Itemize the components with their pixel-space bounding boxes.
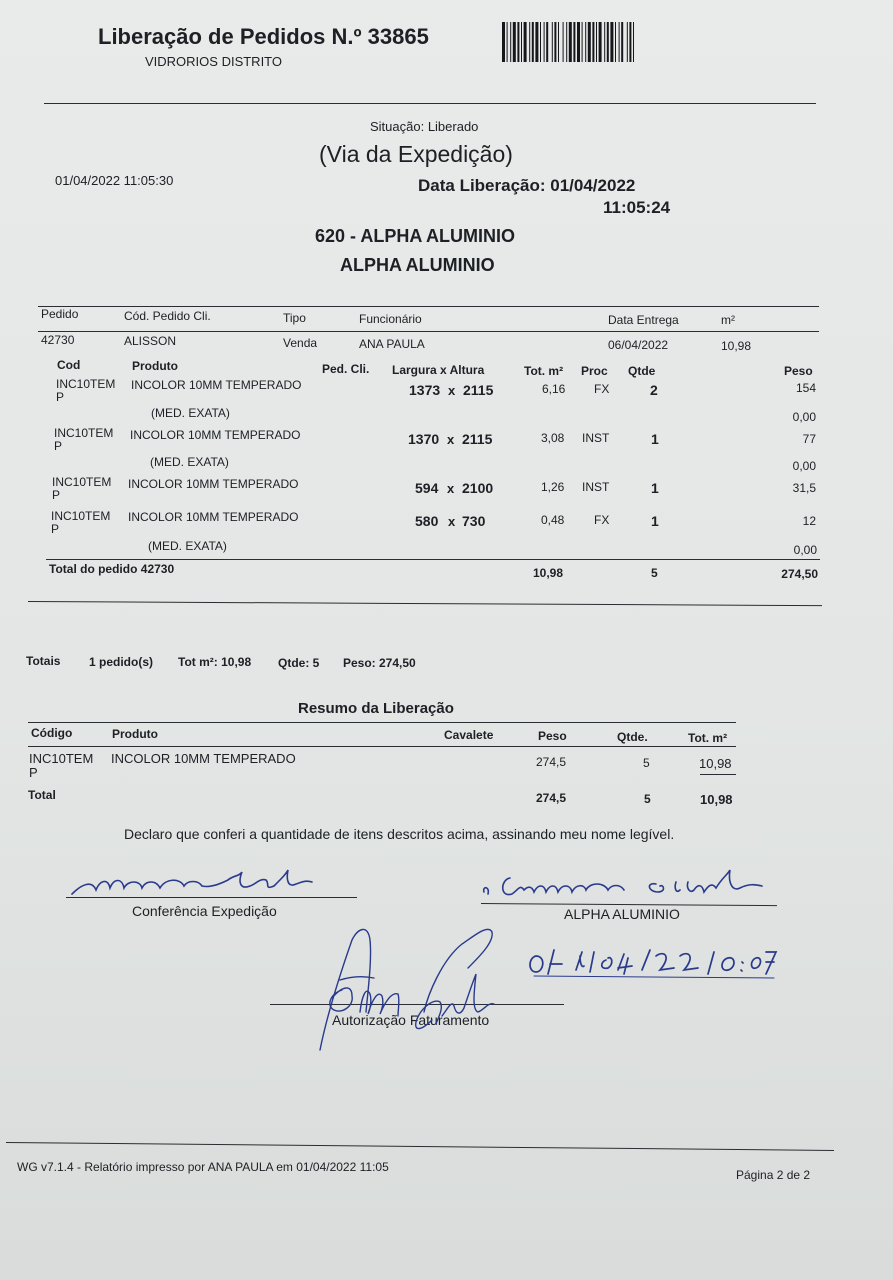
header-divider [44,103,816,104]
item-3-qtde: 1 [651,480,659,496]
item-2-produto: INCOLOR 10MM TEMPERADO [130,428,301,442]
item-4-proc: FX [594,513,610,527]
value-data-entrega: 06/04/2022 [608,338,669,352]
resumo-header-codigo: Código [31,726,73,740]
totais-tot-m2: Tot m²: 10,98 [178,655,252,669]
item-3-largura: 594 [415,480,439,496]
item-3-peso: 31,5 [792,481,816,495]
item-1-tot: 6,16 [542,382,566,396]
situacao-text: Situação: Liberado [370,119,479,134]
label-m2: m² [721,313,735,327]
resumo-total-label: Total [28,788,56,802]
order-total-label: Total do pedido 42730 [49,562,175,576]
resumo-header-tot: Tot. m² [688,731,728,745]
item-2-note: (MED. EXATA) [150,455,229,469]
resumo-title: Resumo da Liberação [298,700,454,717]
item-2-proc: INST [582,431,610,445]
resumo-row-codigo: INC10TEM [29,751,94,766]
item-4-note-peso: 0,00 [793,543,817,557]
item-4-tot: 0,48 [541,513,565,527]
signature-label-cliente: ALPHA ALUMINIO [564,906,680,922]
item-3-altura: 2100 [462,480,494,496]
hora-liberacao: 11:05:24 [603,198,671,217]
label-funcionario: Funcionário [359,312,422,326]
item-4-altura: 730 [462,513,486,529]
item-1-qtde: 2 [650,382,658,398]
order-header-divider [38,331,819,332]
totais-label: Totais [26,654,61,668]
client-name: ALPHA ALUMINIO [340,255,495,275]
resumo-top-divider [28,722,736,723]
resumo-row-codigo-suffix: P [29,765,38,780]
item-3-cod: INC10TEM [52,475,112,489]
resumo-header-produto: Produto [112,727,158,741]
item-3-cod-suffix: P [52,488,61,502]
order-top-divider [38,306,819,307]
item-2-cod-suffix: P [54,439,63,453]
resumo-row-produto: INCOLOR 10MM TEMPERADO [111,751,296,766]
footer-page-number: Página 2 de 2 [736,1168,811,1182]
value-pedido: 42730 [41,333,75,347]
item-4-note: (MED. EXATA) [148,539,227,553]
via-title: (Via da Expedição) [319,141,513,167]
handwritten-signature-cliente [480,868,770,904]
resumo-row-peso: 274,5 [536,755,567,769]
value-funcionario: ANA PAULA [359,337,425,351]
handwritten-signature-autorizacao [312,920,502,1054]
item-2-altura: 2115 [462,431,493,447]
item-3-x: x [447,481,455,496]
item-1-cod: INC10TEM [56,377,116,391]
order-total-peso: 274,50 [781,567,818,581]
resumo-total-tot: 10,98 [700,792,733,807]
resumo-row-tot: 10,98 [699,756,732,771]
label-pedido: Pedido [41,307,79,321]
totais-pedidos: 1 pedido(s) [89,655,154,669]
item-1-cod-suffix: P [56,390,65,404]
item-2-largura: 1370 [408,431,440,447]
item-1-peso: 154 [795,381,816,395]
items-header-proc: Proc [581,364,608,378]
item-2-tot: 3,08 [541,431,565,445]
totais-qtde: Qtde: 5 [278,656,320,670]
item-4-qtde: 1 [651,513,659,529]
value-cod-pedido-cli: ALISSON [124,334,177,348]
item-1-largura: 1373 [409,382,441,398]
data-liberacao: Data Liberação: 01/04/2022 [418,176,636,195]
item-4-cod: INC10TEM [51,509,111,523]
items-header-peso: Peso [784,364,813,378]
resumo-header-divider [28,746,736,747]
value-m2: 10,98 [721,339,752,353]
company-name: VIDRORIOS DISTRITO [145,54,282,69]
item-1-proc: FX [594,382,610,396]
client-code-name: 620 - ALPHA ALUMINIO [315,226,516,246]
items-header-cod: Cod [57,358,81,372]
item-2-cod: INC10TEM [54,426,114,440]
footer-print-info: WG v7.1.4 - Relatório impresso por ANA PAULA em 01/04/2022 11:05 [17,1160,389,1174]
resumo-total-peso: 274,5 [536,791,567,805]
item-2-note-peso: 0,00 [792,459,816,473]
section-divider [28,601,822,606]
document-title: Liberação de Pedidos N.º 33865 [98,24,429,49]
handwritten-date [524,942,774,986]
item-1-altura: 2115 [463,382,494,398]
label-data-entrega: Data Entrega [608,313,679,327]
resumo-header-qtde: Qtde. [617,730,648,744]
item-2-x: x [447,432,455,447]
item-4-largura: 580 [415,513,439,529]
resumo-tot-underline [700,774,736,775]
value-tipo: Venda [283,336,318,350]
item-4-cod-suffix: P [51,522,60,536]
item-3-tot: 1,26 [541,480,565,494]
resumo-row-qtde: 5 [643,756,650,770]
resumo-header-cavalete: Cavalete [444,728,494,742]
label-cod-pedido-cli: Cód. Pedido Cli. [124,309,211,323]
resumo-total-qtde: 5 [644,792,651,806]
item-4-x: x [448,514,456,529]
barcode [502,22,637,62]
items-header-produto: Produto [132,359,178,373]
print-datetime: 01/04/2022 11:05:30 [55,173,174,188]
item-1-produto: INCOLOR 10MM TEMPERADO [131,378,302,392]
label-tipo: Tipo [283,311,306,325]
resumo-header-peso: Peso [538,729,567,743]
item-3-proc: INST [582,480,610,494]
totais-peso: Peso: 274,50 [343,656,416,670]
items-header-dims: Largura x Altura [392,363,485,377]
declaration-text: Declaro que conferi a quantidade de itens descritos acima, assinando meu nome legível. [124,826,675,842]
item-1-note-peso: 0,00 [792,410,816,424]
handwritten-signature-conferencia [70,866,320,902]
footer-divider [6,1142,834,1151]
item-2-qtde: 1 [651,431,659,447]
item-3-produto: INCOLOR 10MM TEMPERADO [128,477,299,491]
order-total-tot: 10,98 [533,566,564,580]
items-header-qtde: Qtde [628,364,656,378]
signature-label-conferencia: Conferência Expedição [132,903,277,919]
order-total-qtde: 5 [651,566,658,580]
item-4-produto: INCOLOR 10MM TEMPERADO [128,510,299,524]
item-1-note: (MED. EXATA) [151,406,230,420]
item-1-x: x [448,383,456,398]
items-header-tot: Tot. m² [524,364,564,378]
order-total-divider [46,559,820,560]
item-2-peso: 77 [802,432,816,446]
signature-label-autorizacao: Autorização Faturamento [332,1012,490,1028]
items-header-ped-cli: Ped. Cli. [322,362,370,376]
item-4-peso: 12 [802,514,816,528]
